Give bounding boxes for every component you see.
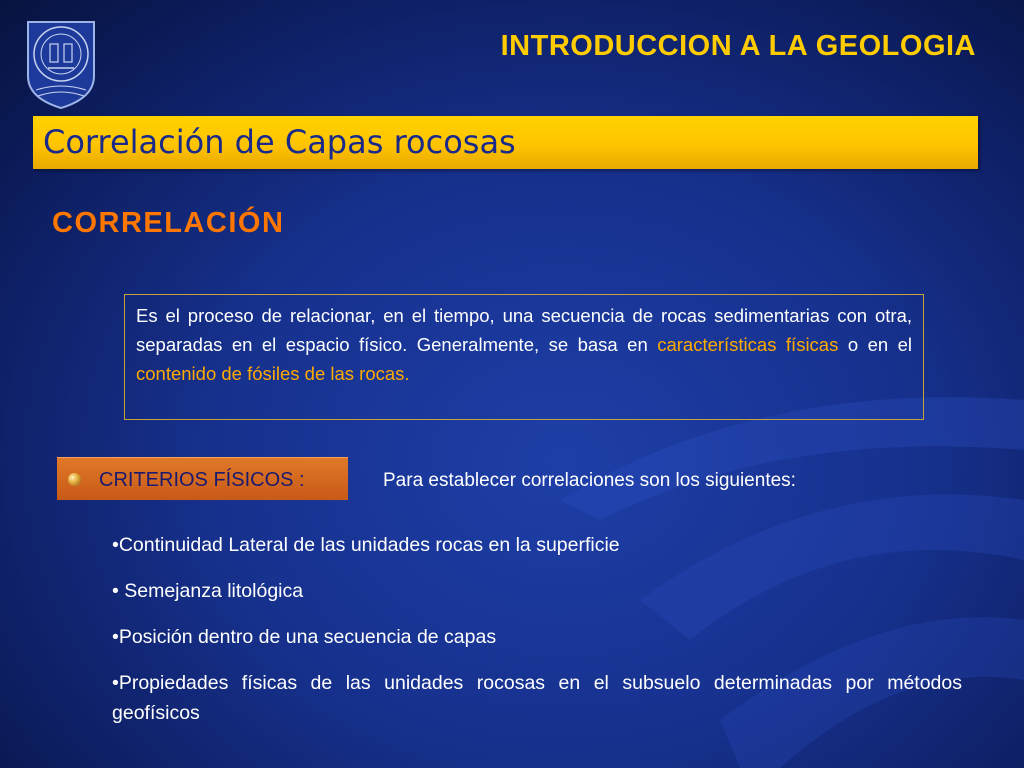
list-item: •Propiedades físicas de las unidades rocosas en el subsuelo determinadas por métodos geofísicos <box>112 672 962 724</box>
definition-text-1: Es el proceso de relacionar, en el tiempo, una secuencia de rocas sedimentarias con otra, separadas en el espacio físico. Generalmente, se basa en <box>136 305 912 355</box>
definition-highlight-2: contenido de fósiles de las rocas. <box>136 363 410 384</box>
definition-highlight-1: características físicas <box>657 334 839 355</box>
university-seal-icon <box>22 18 100 110</box>
list-item: • Semejanza litológica <box>112 580 304 602</box>
criteria-intro: Para establecer correlaciones son los siguientes: <box>383 470 796 491</box>
list-item: •Continuidad Lateral de las unidades rocas en la superficie <box>112 534 620 556</box>
definition-text-2: o en el <box>838 334 913 355</box>
subtitle: CORRELACIÓN <box>52 207 285 239</box>
criteria-list <box>112 530 962 728</box>
criteria-label: CRITERIOS FÍSICOS : <box>99 469 305 491</box>
list-item: •Posición dentro de una secuencia de capas <box>112 626 497 648</box>
criteria-label-box <box>57 457 348 500</box>
section-title: Correlación de Capas rocosas <box>43 123 516 161</box>
definition-box <box>124 294 924 420</box>
bullet-sphere-icon <box>68 473 81 486</box>
section-title-bar <box>33 116 978 169</box>
header-title: INTRODUCCION A LA GEOLOGIA <box>500 30 976 62</box>
